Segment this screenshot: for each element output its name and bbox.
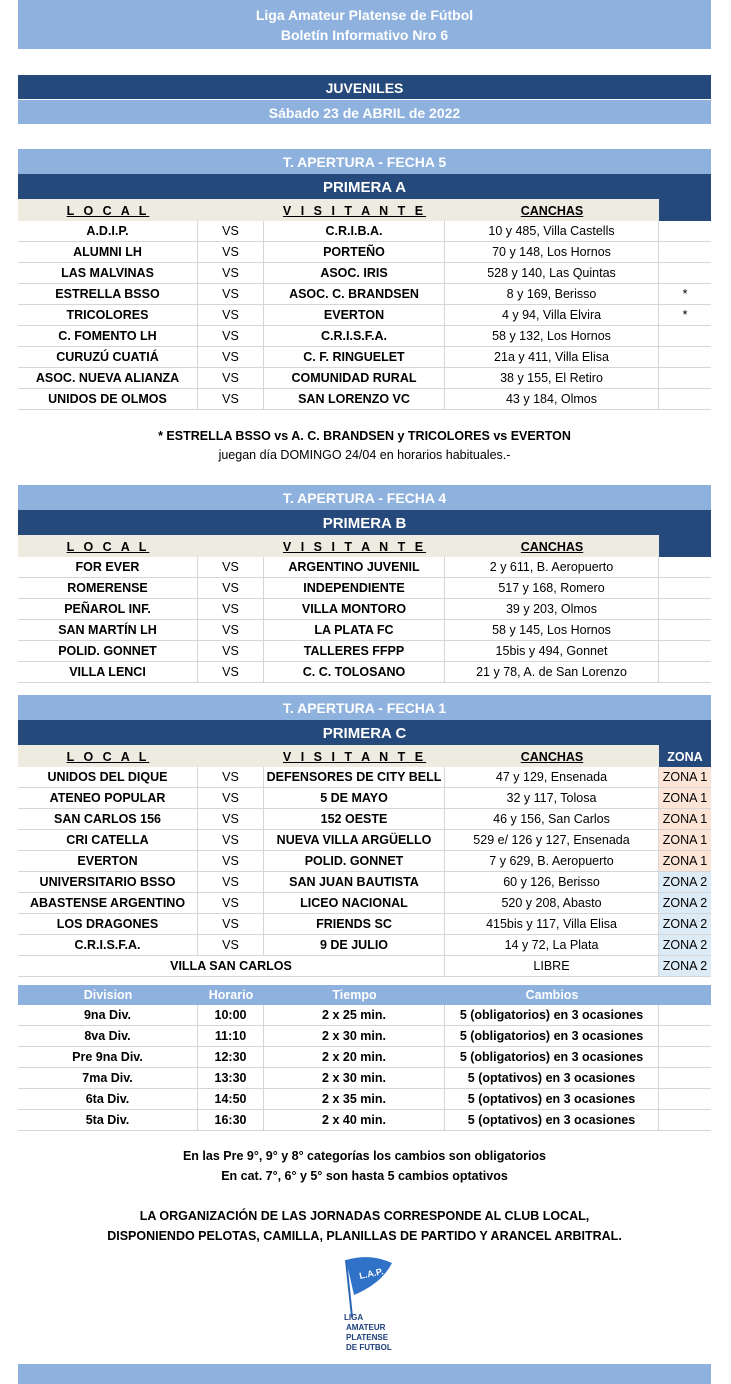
- venue: 39 y 203, Olmos: [445, 599, 659, 619]
- local-header: L O C A L: [66, 540, 150, 554]
- match-row: [18, 599, 711, 620]
- venue: 46 y 156, San Carlos: [445, 809, 659, 829]
- match-list: [18, 221, 711, 410]
- tiempo-cell: 2 x 35 min.: [264, 1089, 445, 1109]
- note-marker: [659, 347, 711, 367]
- vs-label: VS: [198, 788, 264, 808]
- local-team: A.D.I.P.: [18, 221, 198, 241]
- horario-cell: 12:30: [198, 1047, 264, 1067]
- local-team: ESTRELLA BSSO: [18, 284, 198, 304]
- match-row: [18, 662, 711, 683]
- note-marker: *: [682, 287, 688, 301]
- section-primera-b: [18, 485, 711, 683]
- tournament-title: T. APERTURA - FECHA 1: [18, 695, 711, 720]
- vs-label: VS: [198, 599, 264, 619]
- vs-label: VS: [198, 284, 264, 304]
- match-row: [18, 389, 711, 410]
- match-row: [18, 578, 711, 599]
- local-header: L O C A L: [66, 750, 150, 764]
- division-cell: 6ta Div.: [18, 1089, 198, 1109]
- visiting-team: ARGENTINO JUVENIL: [264, 557, 445, 577]
- visiting-team: C.R.I.B.A.: [264, 221, 445, 241]
- empty-cell: [659, 1110, 711, 1130]
- match-list: [18, 557, 711, 683]
- tiempo-cell: 2 x 30 min.: [264, 1068, 445, 1088]
- match-row: [18, 641, 711, 662]
- local-team: VILLA LENCI: [18, 662, 198, 682]
- division-title: PRIMERA B: [18, 510, 711, 535]
- tournament-title: T. APERTURA - FECHA 4: [18, 485, 711, 510]
- local-team: SAN MARTÍN LH: [18, 620, 198, 640]
- organization-note-1: LA ORGANIZACIÓN DE LAS JORNADAS CORRESPONDE AL CLUB LOCAL,: [139, 1209, 590, 1223]
- visiting-team: INDEPENDIENTE: [264, 578, 445, 598]
- note-marker: [659, 263, 711, 283]
- local-team: LAS MALVINAS: [18, 263, 198, 283]
- vs-label: VS: [198, 368, 264, 388]
- organization-note-2: DISPONIENDO PELOTAS, CAMILLA, PLANILLAS DE PARTIDO Y ARANCEL ARBITRAL.: [107, 1229, 622, 1243]
- match-row: [18, 788, 711, 809]
- cambios-cell: 5 (obligatorios) en 3 ocasiones: [445, 1026, 659, 1046]
- visiting-team: 5 DE MAYO: [264, 788, 445, 808]
- vs-label: VS: [198, 851, 264, 871]
- visiting-team: SAN LORENZO VC: [264, 389, 445, 409]
- vs-label: VS: [198, 242, 264, 262]
- horario-cell: 13:30: [198, 1068, 264, 1088]
- venue: 32 y 117, Tolosa: [445, 788, 659, 808]
- visiting-team: 9 DE JULIO: [264, 935, 445, 955]
- vs-label: VS: [198, 557, 264, 577]
- match-row: [18, 557, 711, 578]
- changes-note-2: En cat. 7°, 6° y 5° son hasta 5 cambios optativos: [221, 1169, 508, 1183]
- tiempo-col-header: Tiempo: [332, 988, 377, 1002]
- zona-badge: ZONA 1: [659, 788, 711, 808]
- local-team: FOR EVER: [18, 557, 198, 577]
- horario-cell: 14:50: [198, 1089, 264, 1109]
- venue: 58 y 132, Los Hornos: [445, 326, 659, 346]
- libre-team: VILLA SAN CARLOS: [18, 956, 445, 976]
- note-marker: [659, 620, 711, 640]
- visiting-team: C. C. TOLOSANO: [264, 662, 445, 682]
- venue: 2 y 611, B. Aeropuerto: [445, 557, 659, 577]
- venue: 528 y 140, Las Quintas: [445, 263, 659, 283]
- visiting-team: PORTEÑO: [264, 242, 445, 262]
- venue: 58 y 145, Los Hornos: [445, 620, 659, 640]
- vs-label: VS: [198, 620, 264, 640]
- section-primera-c: [18, 695, 711, 977]
- match-row: [18, 326, 711, 347]
- local-team: UNIDOS DE OLMOS: [18, 389, 198, 409]
- note-marker: [659, 326, 711, 346]
- canchas-header: CANCHAS: [520, 204, 584, 218]
- vs-label: VS: [198, 326, 264, 346]
- local-team: CRI CATELLA: [18, 830, 198, 850]
- note-marker: [659, 578, 711, 598]
- zona-badge: ZONA 2: [659, 893, 711, 913]
- vs-label: VS: [198, 263, 264, 283]
- vs-label: VS: [198, 221, 264, 241]
- local-team: UNIDOS DEL DIQUE: [18, 767, 198, 787]
- venue: 8 y 169, Berisso: [445, 284, 659, 304]
- venue: 7 y 629, B. Aeropuerto: [445, 851, 659, 871]
- changes-note-1: En las Pre 9°, 9° y 8° categorías los cambios son obligatorios: [182, 1149, 547, 1163]
- note-marker: [659, 599, 711, 619]
- zona-badge: ZONA 2: [659, 914, 711, 934]
- tiempo-cell: 2 x 20 min.: [264, 1047, 445, 1067]
- venue: 70 y 148, Los Hornos: [445, 242, 659, 262]
- libre-label: LIBRE: [445, 956, 659, 976]
- schedule-rows: [18, 1005, 711, 1131]
- schedule-note-detail: juegan día DOMINGO 24/04 en horarios habituales.-: [218, 448, 511, 462]
- venue: 15bis y 494, Gonnet: [445, 641, 659, 661]
- visiting-team: POLID. GONNET: [264, 851, 445, 871]
- match-row: [18, 284, 711, 305]
- visiting-team: C.R.I.S.F.A.: [264, 326, 445, 346]
- visiting-team: DEFENSORES DE CITY BELL: [264, 767, 445, 787]
- libre-zona: ZONA 2: [659, 956, 711, 976]
- visiting-team: C. F. RINGUELET: [264, 347, 445, 367]
- vs-label: VS: [198, 872, 264, 892]
- division-cell: 8va Div.: [18, 1026, 198, 1046]
- note-marker: [659, 242, 711, 262]
- vs-label: VS: [198, 389, 264, 409]
- match-row: [18, 221, 711, 242]
- note-marker: [659, 641, 711, 661]
- match-row: [18, 935, 711, 956]
- division-col-header: Division: [83, 988, 133, 1002]
- canchas-header: CANCHAS: [520, 540, 584, 554]
- vs-label: VS: [198, 641, 264, 661]
- local-team: C.R.I.S.F.A.: [18, 935, 198, 955]
- local-team: LOS DRAGONES: [18, 914, 198, 934]
- column-headers: [18, 535, 711, 557]
- bulletin-number: Boletín Informativo Nro 6: [280, 27, 449, 43]
- local-header: L O C A L: [66, 204, 150, 218]
- local-team: ATENEO POPULAR: [18, 788, 198, 808]
- match-row: [18, 263, 711, 284]
- bulletin-header: [18, 0, 711, 49]
- empty-cell: [659, 1089, 711, 1109]
- venue: 4 y 94, Villa Elvira: [445, 305, 659, 325]
- schedule-header: [18, 985, 711, 1005]
- local-team: ABASTENSE ARGENTINO: [18, 893, 198, 913]
- note-marker: [659, 662, 711, 682]
- vs-label: VS: [198, 809, 264, 829]
- visiting-team: NUEVA VILLA ARGÜELLO: [264, 830, 445, 850]
- cambios-cell: 5 (optativos) en 3 ocasiones: [445, 1068, 659, 1088]
- venue: 14 y 72, La Plata: [445, 935, 659, 955]
- local-team: C. FOMENTO LH: [18, 326, 198, 346]
- local-team: POLID. GONNET: [18, 641, 198, 661]
- local-team: SAN CARLOS 156: [18, 809, 198, 829]
- schedule-row: [18, 1026, 711, 1047]
- cambios-col-header: Cambios: [525, 988, 579, 1002]
- column-headers: [18, 745, 711, 767]
- zona-badge: ZONA 2: [659, 872, 711, 892]
- match-row: [18, 620, 711, 641]
- category-title: JUVENILES: [18, 75, 711, 99]
- visiting-team: FRIENDS SC: [264, 914, 445, 934]
- svg-text:L.A.P.: L.A.P.: [358, 1266, 385, 1281]
- empty-cell: [659, 1005, 711, 1025]
- venue: 47 y 129, Ensenada: [445, 767, 659, 787]
- local-team: EVERTON: [18, 851, 198, 871]
- match-row: [18, 872, 711, 893]
- match-row: [18, 809, 711, 830]
- division-title: PRIMERA C: [18, 720, 711, 745]
- note-marker: [659, 557, 711, 577]
- cambios-cell: 5 (obligatorios) en 3 ocasiones: [445, 1005, 659, 1025]
- local-team: PEÑAROL INF.: [18, 599, 198, 619]
- zona-badge: ZONA 1: [659, 830, 711, 850]
- venue: 38 y 155, El Retiro: [445, 368, 659, 388]
- vs-label: VS: [198, 830, 264, 850]
- venue: 415bis y 117, Villa Elisa: [445, 914, 659, 934]
- visiting-team: ASOC. C. BRANDSEN: [264, 284, 445, 304]
- visiting-team: LICEO NACIONAL: [264, 893, 445, 913]
- match-row: [18, 347, 711, 368]
- match-row: [18, 767, 711, 788]
- venue: 10 y 485, Villa Castells: [445, 221, 659, 241]
- empty-cell: [659, 1026, 711, 1046]
- tiempo-cell: 2 x 30 min.: [264, 1026, 445, 1046]
- tiempo-cell: 2 x 40 min.: [264, 1110, 445, 1130]
- local-team: ASOC. NUEVA ALIANZA: [18, 368, 198, 388]
- empty-cell: [659, 1068, 711, 1088]
- division-cell: Pre 9na Div.: [18, 1047, 198, 1067]
- venue: 43 y 184, Olmos: [445, 389, 659, 409]
- schedule-row: [18, 1089, 711, 1110]
- note-marker: *: [682, 308, 688, 322]
- logo-text-4: DE FUTBOL: [346, 1343, 392, 1352]
- tiempo-cell: 2 x 25 min.: [264, 1005, 445, 1025]
- schedule-row: [18, 1068, 711, 1089]
- schedule-row: [18, 1047, 711, 1068]
- vs-label: VS: [198, 935, 264, 955]
- match-row: [18, 914, 711, 935]
- visitante-header: V I S I T A N T E: [282, 540, 427, 554]
- local-team: ALUMNI LH: [18, 242, 198, 262]
- schedule-table: [18, 985, 711, 1131]
- cambios-cell: 5 (obligatorios) en 3 ocasiones: [445, 1047, 659, 1067]
- vs-label: VS: [198, 893, 264, 913]
- tournament-title: T. APERTURA - FECHA 5: [18, 149, 711, 174]
- venue: 21a y 411, Villa Elisa: [445, 347, 659, 367]
- vs-label: VS: [198, 914, 264, 934]
- logo-text-2: AMATEUR: [346, 1323, 386, 1332]
- match-list: [18, 767, 711, 956]
- footer-bar: [18, 1364, 711, 1384]
- horario-cell: 10:00: [198, 1005, 264, 1025]
- visiting-team: COMUNIDAD RURAL: [264, 368, 445, 388]
- visiting-team: LA PLATA FC: [264, 620, 445, 640]
- venue: 21 y 78, A. de San Lorenzo: [445, 662, 659, 682]
- schedule-row: [18, 1005, 711, 1026]
- match-row: [18, 830, 711, 851]
- venue: 529 e/ 126 y 127, Ensenada: [445, 830, 659, 850]
- local-team: CURUZÚ CUATIÁ: [18, 347, 198, 367]
- logo-text-1: LIGA: [344, 1313, 364, 1322]
- vs-label: VS: [198, 347, 264, 367]
- canchas-header: CANCHAS: [520, 750, 584, 764]
- schedule-note-title: * ESTRELLA BSSO vs A. C. BRANDSEN y TRICOLORES vs EVERTON: [158, 429, 571, 443]
- visitante-header: V I S I T A N T E: [282, 750, 427, 764]
- note-marker: [659, 221, 711, 241]
- section-primera-a: [18, 149, 711, 410]
- schedule-row: [18, 1110, 711, 1131]
- zona-badge: ZONA 1: [659, 851, 711, 871]
- note-marker: [659, 389, 711, 409]
- division-cell: 9na Div.: [18, 1005, 198, 1025]
- cambios-cell: 5 (optativos) en 3 ocasiones: [445, 1110, 659, 1130]
- visiting-team: SAN JUAN BAUTISTA: [264, 872, 445, 892]
- libre-row: [18, 956, 711, 977]
- horario-col-header: Horario: [208, 988, 254, 1002]
- visiting-team: 152 OESTE: [264, 809, 445, 829]
- zona-header: ZONA: [659, 745, 711, 767]
- match-row: [18, 305, 711, 326]
- venue: 520 y 208, Abasto: [445, 893, 659, 913]
- vs-label: VS: [198, 578, 264, 598]
- visiting-team: EVERTON: [264, 305, 445, 325]
- match-row: [18, 851, 711, 872]
- match-row: [18, 368, 711, 389]
- division-title: PRIMERA A: [18, 174, 711, 199]
- visiting-team: VILLA MONTORO: [264, 599, 445, 619]
- zona-badge: ZONA 1: [659, 809, 711, 829]
- venue: 517 y 168, Romero: [445, 578, 659, 598]
- match-row: [18, 242, 711, 263]
- league-name: Liga Amateur Platense de Fútbol: [255, 7, 474, 23]
- note-marker: [659, 368, 711, 388]
- cambios-cell: 5 (optativos) en 3 ocasiones: [445, 1089, 659, 1109]
- match-date: Sábado 23 de ABRIL de 2022: [18, 100, 711, 124]
- horario-cell: 11:10: [198, 1026, 264, 1046]
- visitante-header: V I S I T A N T E: [282, 204, 427, 218]
- vs-label: VS: [198, 305, 264, 325]
- logo-text-3: PLATENSE: [346, 1333, 389, 1342]
- zona-badge: ZONA 2: [659, 935, 711, 955]
- match-row: [18, 893, 711, 914]
- column-headers: [18, 199, 711, 221]
- horario-cell: 16:30: [198, 1110, 264, 1130]
- venue: 60 y 126, Berisso: [445, 872, 659, 892]
- vs-label: VS: [198, 767, 264, 787]
- empty-cell: [659, 1047, 711, 1067]
- division-cell: 7ma Div.: [18, 1068, 198, 1088]
- local-team: ROMERENSE: [18, 578, 198, 598]
- local-team: UNIVERSITARIO BSSO: [18, 872, 198, 892]
- zona-badge: ZONA 1: [659, 767, 711, 787]
- league-logo: [330, 1255, 410, 1360]
- visiting-team: TALLERES FFPP: [264, 641, 445, 661]
- visiting-team: ASOC. IRIS: [264, 263, 445, 283]
- vs-label: VS: [198, 662, 264, 682]
- division-cell: 5ta Div.: [18, 1110, 198, 1130]
- local-team: TRICOLORES: [18, 305, 198, 325]
